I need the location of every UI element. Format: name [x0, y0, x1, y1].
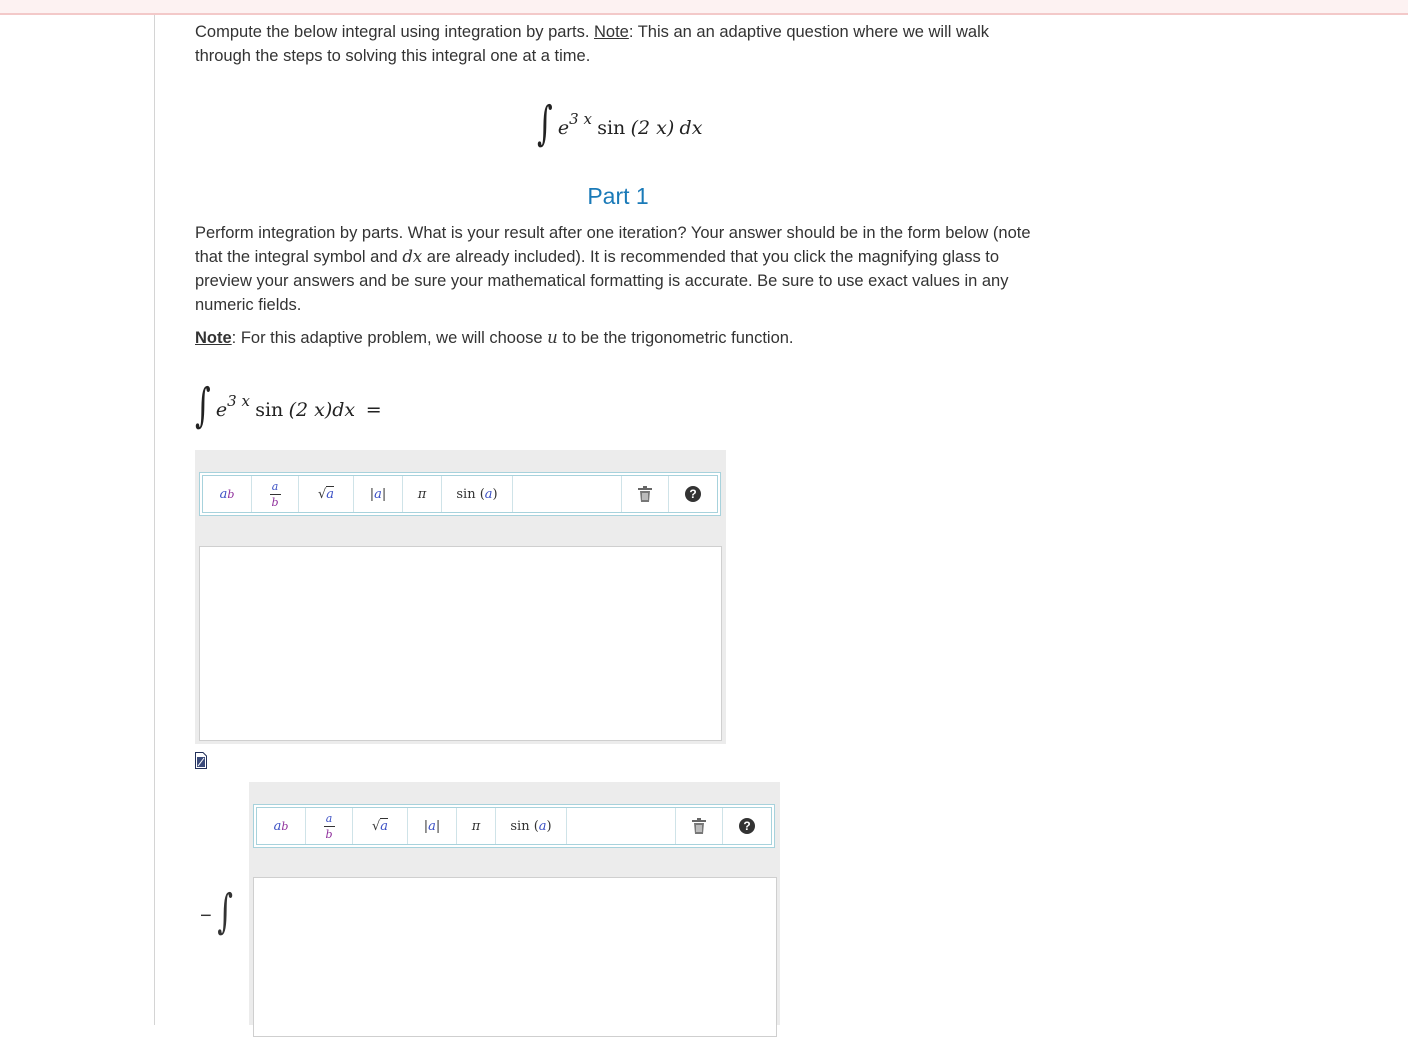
part-instructions	[195, 221, 1045, 317]
power-button[interactable]: a b	[203, 476, 252, 512]
absolute-value-button[interactable]: | a |	[408, 808, 457, 844]
trash-icon	[692, 818, 706, 834]
trash-button[interactable]	[676, 808, 723, 844]
integrand-argument: (2 x)	[630, 117, 675, 139]
part-heading: Part 1	[587, 183, 649, 209]
lhs-differential: dx	[332, 399, 356, 421]
editor-2-toolbar	[253, 804, 775, 848]
intro-note-label: Note	[594, 23, 629, 41]
integrand-exponent: 3 x	[569, 110, 592, 128]
instructions-text-a: Perform integration by parts. What is your result after one iteration? Your answer should be in the form below (note that the integral symbol and	[195, 224, 1031, 266]
power-button[interactable]: a b	[257, 808, 306, 844]
left-divider	[154, 15, 155, 1025]
integral-symbol: ∫	[537, 97, 553, 152]
equation-lhs	[195, 379, 382, 434]
pi-button[interactable]: π	[457, 808, 496, 844]
help-button[interactable]	[723, 808, 771, 844]
help-button[interactable]	[669, 476, 717, 512]
preview-document-icon[interactable]	[195, 752, 207, 769]
lhs-func: sin	[255, 399, 284, 421]
lhs-base: e	[215, 399, 228, 421]
editor-1-toolbar	[199, 472, 721, 516]
integrand-func: sin	[597, 117, 626, 139]
question-intro	[195, 20, 1045, 68]
instructions-text-b: are already included). It is recommended that you click the magnifying glass to preview your answers and be sure your mathematical formatting is accurate. Be sure to use exact values in any numeric fields.	[195, 248, 1009, 314]
part-note-label: Note	[195, 329, 232, 347]
math-editor-1	[195, 450, 726, 744]
top-banner-strip	[0, 0, 1408, 15]
answer-input-1[interactable]	[199, 546, 722, 741]
lhs-argument: (2 x)	[288, 399, 333, 421]
sqrt-button[interactable]: √ a	[353, 808, 408, 844]
answer-input-2[interactable]	[253, 877, 777, 1037]
lhs-exponent: 3 x	[227, 392, 250, 410]
sin-button[interactable]: sin ( a )	[442, 476, 513, 512]
part-note-text-a: : For this adaptive problem, we will choose	[231, 329, 543, 347]
math-editor-2	[249, 782, 780, 1025]
instructions-dx: dx	[402, 247, 423, 266]
trash-icon	[638, 486, 652, 502]
absolute-value-button[interactable]: | a |	[354, 476, 403, 512]
trash-button[interactable]	[622, 476, 669, 512]
lhs-equals: =	[365, 399, 382, 421]
display-integral	[537, 97, 703, 152]
sin-button[interactable]: sin ( a )	[496, 808, 567, 844]
sqrt-button[interactable]: √ a	[299, 476, 354, 512]
second-integral-symbol: ∫	[217, 885, 233, 940]
integrand-base: e	[557, 117, 570, 139]
lhs-integral-symbol: ∫	[195, 379, 211, 434]
intro-note-text: : This an an adaptive question where we will walk through the steps to solving this integral one at a time.	[195, 23, 989, 65]
fraction-button[interactable]: $\frac{a}{b}$	[306, 808, 353, 844]
part-note-text-b: to be the trigonometric function.	[562, 329, 794, 347]
part-note-var: u	[547, 328, 558, 347]
part-note	[195, 326, 1045, 350]
second-term-prefix	[200, 885, 233, 940]
intro-text: Compute the below integral using integration by parts.	[195, 23, 590, 41]
help-icon: ?	[739, 818, 755, 834]
help-icon: ?	[685, 486, 701, 502]
fraction-button[interactable]: $\frac{a}{b}$	[252, 476, 299, 512]
integrand-differential: dx	[679, 117, 703, 139]
minus-sign: −	[200, 905, 212, 927]
pi-button[interactable]: π	[403, 476, 442, 512]
